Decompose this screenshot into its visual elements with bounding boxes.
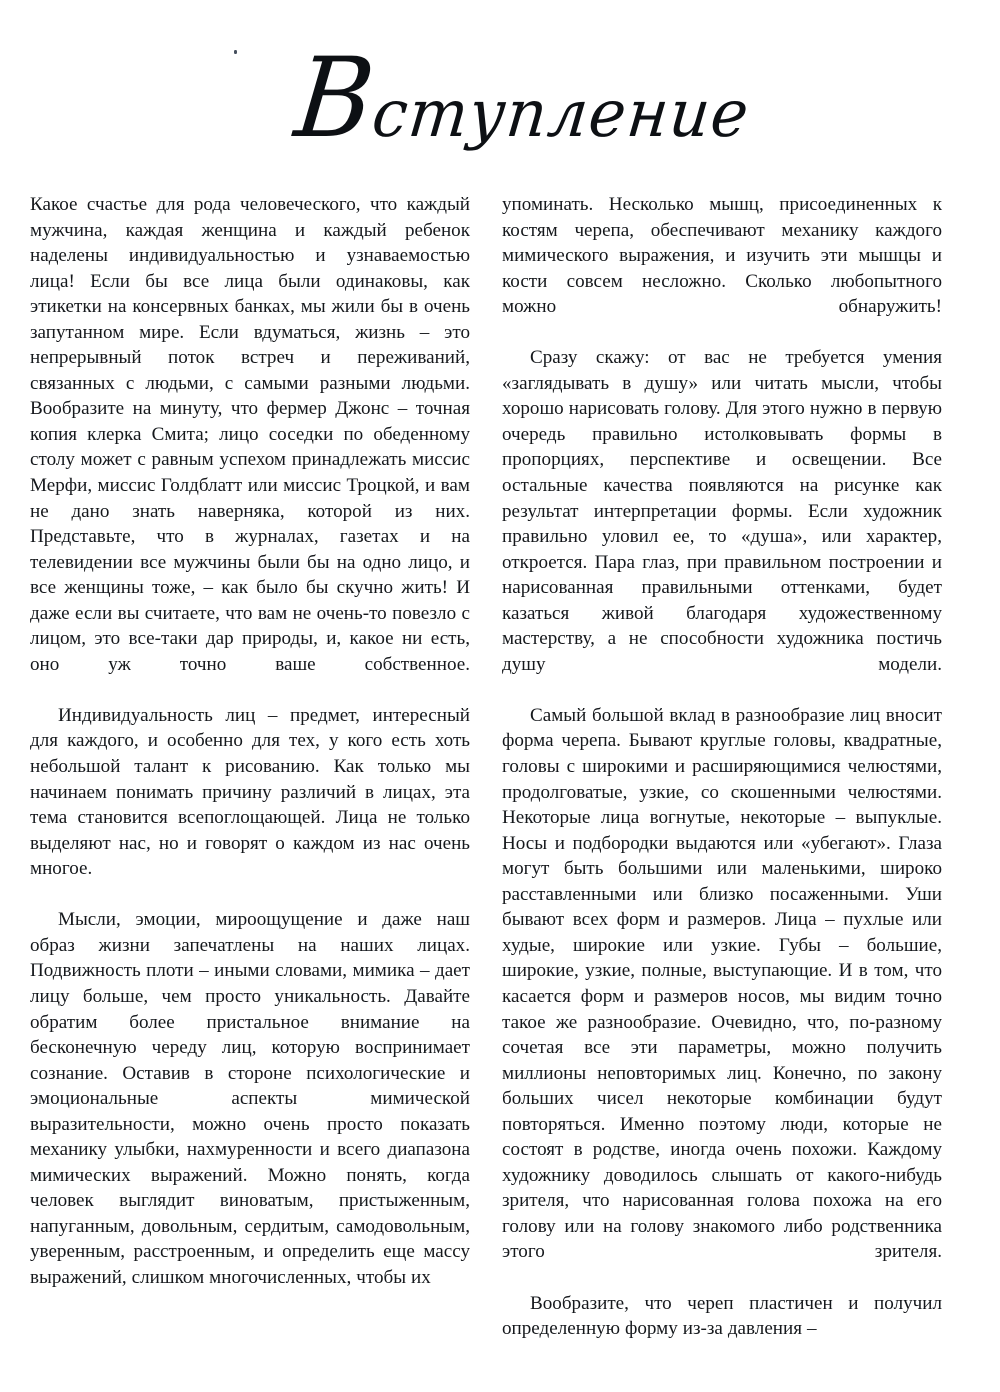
paragraph: Самый большой вклад в разнообразие лиц вносит форма черепа. Бывают круглые головы, квадратные, головы с широкими и расширяющимися челюстями, продолговатые, узкие, со скошенными челюстями. Некоторые лица вогнутые, некоторые – выпуклые. Носы и подбородки выдаются или «убегают». Глаза могут быть большими или маленькими, широко расставленными или близко посаженными. Уши бывают всех форм и размеров. Лица – пухлые или худые, широкие или узкие. Губы – большие, широкие, узкие, полные, выступающие. И в том, что касается форм и размеров носов, мы видим точно такое же разнообразие. Очевидно, что, по-разному сочетая все эти параметры, можно получить миллионы неповторимых лиц. Конечно, по закону больших чисел некоторые комбинации будут повторяться. Именно поэтому люди, которые не состоят в родстве, иногда очень похожи. Каждому художнику доводилось слышать от какого-нибудь зрителя, что нарисованная голова похожа на его голову или на голову знакомого либо родственника этого зрителя.	[502, 704, 942, 1263]
paragraph: Мысли, эмоции, мироощущение и даже наш образ жизни запечатлены на наших лицах. Подвижность плоти – иными словами, мимика – дает лицу больше, чем просто уникальность. Давайте обратим более пристальное внимание на бесконечную череду лиц, которую воспринимает сознание. Оставив в стороне психологические и эмоциональные аспекты мимической выразительности, можно очень просто показать механику улыбки, нахмуренности и всего диапазона мимических выражений. Можно понять, когда человек выглядит виноватым, пристыженным, напуганным, довольным, сердитым, самодовольным, уверенным, расстроенным, и определить еще массу выражений, слишком многочисленных, чтобы их	[30, 909, 470, 1288]
paragraph: Сразу скажу: от вас не требуется умения «заглядывать в душу» или читать мысли, чтобы хорошо нарисовать голову. Для этого нужно в первую очередь правильно истолковывать формы в пропорциях, перспективе и освещении. Все остальные качества появляются на рисунке как результат интерпретации формы. Если художник правильно уловил ее, то «душа», или характер, откроется. Пара глаз, при правильном построении и нарисованная правильными оттенками, будет казаться живой благодаря художественному мастерству, а не способности художника постичь душу модели.	[502, 347, 942, 675]
paragraph: Индивидуальность лиц – предмет, интересный для каждого, и особенно для тех, у кого есть хоть небольшой талант к рисованию. Как только мы начинаем понимать причину различий в лицах, эта тема становится всепоглощающей. Лица не только выделяют нас, но и говорят о каждом из нас очень многое.	[30, 704, 470, 880]
page-title-block	[0, 28, 1000, 192]
paragraph: Какое счастье для рода человеческого, что каждый мужчина, каждая женщина и каждый ребенок наделены индивидуальностью и узнаваемостью лица! Если бы все лица были одинаковы, как этикетки на консервных банках, мы жили бы в очень запутанном мире. Если вдуматься, жизнь – это непрерывный поток встреч и переживаний, связанных с людьми, с самыми разными людьми. Вообразите на минуту, что фермер Джонс – точная копия клерка Смита; лицо соседки по обеденному столу может с равным успехом принадлежать миссис Мерфи, миссис Голдблатт или миссис Троцкой, и вам не дано знать наверняка, которой из них. Представьте, что в журналах, газетах и на телевидении все мужчины были бы на одно лицо, и все женщины тоже, – как было бы скучно жить! И даже если вы считаете, что вам не очень-то повезло с лицом, это все-таки дар природы, и, какое ни есть, оно уж точно ваше собственное.	[30, 194, 470, 675]
left-column	[30, 192, 470, 1342]
paragraph: Вообразите, что череп пластичен и получил определенную форму из-за давления –	[502, 1292, 942, 1340]
body-columns	[30, 192, 970, 1342]
scan-speck-artifact	[234, 50, 237, 54]
right-column	[502, 192, 942, 1342]
paragraph: упоминать. Несколько мышц, присоединенных к костям черепа, обеспечивают механику каждого мимического выражения, и изучить эти мышцы и кости совсем несложно. Сколько любопытного можно обнаружить!	[502, 194, 942, 318]
page-title: Вступление	[289, 32, 754, 163]
